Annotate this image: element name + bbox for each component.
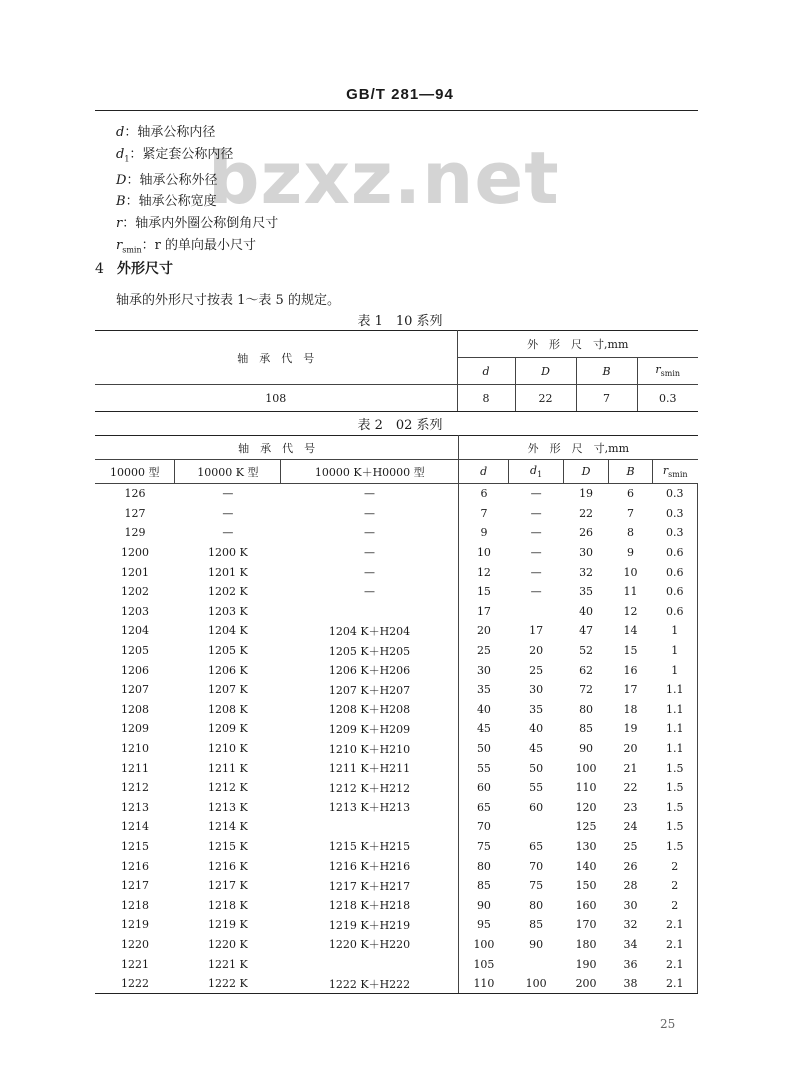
table-cell: 1210 K [208, 742, 248, 756]
table-cell: 1210 [120, 742, 149, 756]
table-cell: 190 [575, 957, 597, 971]
table-cell: 1211 [120, 761, 149, 775]
table-cell: 1205 [120, 644, 149, 658]
table-cell: — [530, 526, 542, 540]
table-cell: 70 [529, 859, 544, 873]
table-row [95, 562, 698, 582]
table-cell: 1207 [120, 683, 149, 697]
table-cell: 126 [124, 487, 146, 501]
table-cell: 80 [579, 702, 594, 716]
table-cell: 1200 K [208, 546, 248, 560]
table-cell: 10 [476, 546, 491, 560]
table-cell: 105 [473, 957, 495, 971]
table-cell: 1218 [120, 898, 149, 912]
table-cell: 90 [476, 898, 491, 912]
table-row [95, 915, 698, 935]
table-cell: 0.6 [652, 543, 697, 563]
table-cell: 52 [579, 644, 594, 658]
table-cell: 1205 K＋H205 [281, 641, 459, 661]
table-cell: 1210 K＋H210 [281, 739, 459, 759]
table-row [95, 935, 698, 955]
table1 [95, 330, 698, 412]
table-cell: 35 [579, 585, 594, 599]
table-cell: 150 [575, 879, 597, 893]
table-cell: 1213 [120, 800, 149, 814]
table-cell: 80 [476, 859, 491, 873]
table-cell: 170 [575, 918, 597, 932]
table-cell [509, 954, 564, 974]
table-cell: 60 [529, 800, 544, 814]
table-row [95, 758, 698, 778]
table-cell: — [281, 523, 459, 543]
table-cell: 1203 K [208, 604, 248, 618]
header-rule [95, 110, 698, 111]
table-cell: 1219 K [208, 918, 248, 932]
table2-header-dims: 外 形 尺 寸,mm [459, 436, 698, 460]
definition-d: d：轴承公称内径 [116, 125, 216, 140]
table-cell: 125 [575, 820, 597, 834]
table-cell: 1207 K＋H207 [281, 680, 459, 700]
table-cell: 1218 K＋H218 [281, 895, 459, 915]
table-cell: 24 [623, 820, 638, 834]
table-cell: 1.1 [652, 739, 697, 759]
table1-cell-d: 8 [457, 385, 515, 412]
definition-rsmin: $r_{smin}$：r 的单向最小尺寸 [116, 237, 256, 255]
table-cell: 25 [476, 644, 491, 658]
table-cell: 180 [575, 937, 597, 951]
table-cell: 1216 K＋H216 [281, 856, 459, 876]
table-row [95, 876, 698, 896]
table-cell: 1222 K [175, 974, 281, 994]
table-cell: 1206 [120, 663, 149, 677]
table-cell: 62 [579, 663, 594, 677]
table-cell: 1200 [120, 546, 149, 560]
table-cell: 28 [623, 879, 638, 893]
definition-B: B：轴承公称宽度 [116, 194, 217, 210]
table-cell [281, 817, 459, 837]
table-cell: 90 [529, 937, 544, 951]
table2-caption: 表 2 02 系列 [357, 418, 443, 433]
table-cell: 140 [575, 859, 597, 873]
table-cell: 40 [476, 702, 491, 716]
table-cell: 20 [476, 624, 491, 638]
table-cell: — [222, 526, 234, 540]
table-cell: 85 [529, 918, 544, 932]
table-cell: 30 [476, 663, 491, 677]
table-cell: 1208 K [208, 702, 248, 716]
table-row [95, 974, 698, 994]
table-cell: 7 [480, 506, 488, 520]
table2-col-type1: 10000 型 [95, 460, 175, 484]
table1-col-D: D [515, 358, 576, 385]
table2-col-B: B [609, 460, 653, 484]
table-cell: 1.1 [652, 719, 697, 739]
table-cell: 45 [476, 722, 491, 736]
table2-col-type3: 10000 K＋H0000 型 [281, 460, 459, 484]
table-cell: 0.6 [652, 582, 697, 602]
table-cell: 1208 K＋H208 [281, 700, 459, 720]
table-cell: 1.5 [652, 778, 697, 798]
table-cell: 65 [529, 839, 544, 853]
table-cell: 2.1 [652, 974, 697, 994]
table2-col-D: D [564, 460, 609, 484]
table-cell: 127 [124, 506, 146, 520]
table-cell: 1204 K＋H204 [281, 621, 459, 641]
table-cell: 72 [579, 683, 594, 697]
symbol-definitions [116, 122, 278, 261]
table2-header-code: 轴 承 代 号 [95, 436, 459, 460]
table-row [95, 700, 698, 720]
table-row [95, 817, 698, 837]
table-cell: 100 [575, 761, 597, 775]
table-cell: 0.6 [652, 562, 697, 582]
table-cell: 30 [579, 546, 594, 560]
table-cell: 1221 [120, 957, 149, 971]
table-cell: 32 [579, 565, 594, 579]
table-cell: 1220 K＋H220 [281, 935, 459, 955]
table-cell: 130 [575, 839, 597, 853]
table-cell: 1218 K [208, 898, 248, 912]
table-cell: 1211 K [208, 761, 248, 775]
table-row [95, 582, 698, 602]
definition-d1: $d_1$：紧定套公称内径 [116, 146, 234, 164]
table-cell: 20 [623, 742, 638, 756]
table-cell: 1214 [120, 820, 149, 834]
table-cell: 95 [476, 918, 491, 932]
table-cell: 25 [529, 663, 544, 677]
table-cell: 7 [627, 506, 635, 520]
table1-col-r: $r_{smin}$ [637, 358, 698, 385]
table-cell: 1206 K＋H206 [281, 660, 459, 680]
table-cell: 1215 [120, 839, 149, 853]
table-cell: 1222 [95, 974, 175, 994]
table1-col-d: d [457, 358, 515, 385]
definition-D: D：轴承公称外径 [116, 172, 218, 188]
table-row [95, 895, 698, 915]
table-cell: 1219 [120, 918, 149, 932]
table-cell: 23 [623, 800, 638, 814]
table-cell: 0.3 [652, 504, 697, 524]
table-cell: 1201 [120, 565, 149, 579]
table1-cell-code: 108 [95, 385, 457, 412]
table-cell: 1207 K [208, 683, 248, 697]
table-cell: 0.3 [652, 484, 697, 504]
table-cell: 1202 K [208, 585, 248, 599]
table-cell: 36 [623, 957, 638, 971]
table-cell: 90 [579, 742, 594, 756]
table-cell: — [530, 506, 542, 520]
section-title-text: 外形尺寸 [117, 261, 173, 277]
table2-col-type2: 10000 K 型 [175, 460, 281, 484]
table-cell: 110 [459, 974, 509, 994]
table-cell: 17 [529, 624, 544, 638]
table-cell: 1 [652, 621, 697, 641]
table-cell: 30 [529, 683, 544, 697]
table-cell: 12 [623, 604, 638, 618]
table-cell: — [281, 484, 459, 504]
table-cell: 26 [623, 859, 638, 873]
table-row [95, 543, 698, 563]
table-cell: 25 [623, 839, 638, 853]
table-cell: 2.1 [652, 954, 697, 974]
watermark: bzxz.net [208, 136, 560, 220]
table-row [95, 778, 698, 798]
table-cell: 1202 [120, 585, 149, 599]
table-cell: 1208 [120, 702, 149, 716]
intro-paragraph: 轴承的外形尺寸按表 1～表 5 的规定。 [116, 293, 340, 308]
table-cell: 16 [623, 663, 638, 677]
table-row [95, 523, 698, 543]
table-cell: 75 [476, 839, 491, 853]
table-cell: 65 [476, 800, 491, 814]
table-cell: 1201 K [208, 565, 248, 579]
table1-cell-r: 0.3 [637, 385, 698, 412]
table-cell: 1222 K＋H222 [281, 974, 459, 994]
table-cell: 19 [623, 722, 638, 736]
table-cell [509, 817, 564, 837]
table-cell: 1219 K＋H219 [281, 915, 459, 935]
table-cell: 1.1 [652, 700, 697, 720]
table-cell: 100 [473, 937, 495, 951]
table-cell: 6 [627, 487, 635, 501]
table-cell: 2.1 [652, 935, 697, 955]
table-cell: 80 [529, 898, 544, 912]
table-row [95, 680, 698, 700]
table-cell: 160 [575, 898, 597, 912]
table-cell: 1220 [120, 937, 149, 951]
table-cell: 1217 K [208, 879, 248, 893]
table-cell: 15 [476, 585, 491, 599]
table1-row [95, 385, 698, 412]
table-cell: 1.5 [652, 817, 697, 837]
section-title [95, 258, 173, 278]
table-cell: 55 [476, 761, 491, 775]
table2-body [95, 484, 698, 994]
table-cell: 1212 K [208, 781, 248, 795]
table1-cell-D: 22 [515, 385, 576, 412]
table-cell: 22 [579, 506, 594, 520]
table-cell: 30 [623, 898, 638, 912]
table-cell: 1209 K [208, 722, 248, 736]
section-number: 4 [95, 261, 104, 277]
table-cell: 1 [652, 660, 697, 680]
table-cell: — [530, 565, 542, 579]
table-cell: 1215 K＋H215 [281, 837, 459, 857]
table-cell: — [281, 582, 459, 602]
table-cell: 85 [476, 879, 491, 893]
table-cell: 1216 K [208, 859, 248, 873]
table-cell: — [530, 546, 542, 560]
table-row [95, 660, 698, 680]
table-cell: 12 [476, 565, 491, 579]
table-cell: 40 [529, 722, 544, 736]
table-cell: 1209 [120, 722, 149, 736]
table-cell: 14 [623, 624, 638, 638]
table-cell: — [530, 487, 542, 501]
table1-caption: 表 1 10 系列 [357, 314, 443, 329]
table-cell: 1206 K [208, 663, 248, 677]
table-cell: 10 [623, 565, 638, 579]
table-cell: 15 [623, 644, 638, 658]
definition-r: r：轴承内外圈公称倒角尺寸 [116, 215, 279, 231]
table-cell: 1.5 [652, 798, 697, 818]
table-cell: — [281, 543, 459, 563]
table-cell: 1 [652, 641, 697, 661]
table-row [95, 621, 698, 641]
table-row [95, 798, 698, 818]
table-cell: 18 [623, 702, 638, 716]
table-cell: 1215 K [208, 839, 248, 853]
table-cell: 2 [652, 895, 697, 915]
table-cell: 1209 K＋H209 [281, 719, 459, 739]
table-cell: 34 [623, 937, 638, 951]
page-number: 25 [660, 1017, 676, 1031]
table-cell: 100 [509, 974, 564, 994]
table-cell: 50 [529, 761, 544, 775]
table-cell: 1.5 [652, 758, 697, 778]
table-cell: 45 [529, 742, 544, 756]
table-cell: 0.6 [652, 602, 697, 622]
table-row [95, 504, 698, 524]
table-cell: 200 [564, 974, 609, 994]
table-cell: 22 [623, 781, 638, 795]
table1-header-dims: 外 形 尺 寸,mm [457, 331, 698, 358]
table-row [95, 641, 698, 661]
table-cell: 40 [579, 604, 594, 618]
table-row [95, 602, 698, 622]
table-cell: 1213 K [208, 800, 248, 814]
table-cell: 129 [124, 526, 146, 540]
table-cell: — [222, 506, 234, 520]
table-cell: 8 [627, 526, 635, 540]
table-cell: 35 [476, 683, 491, 697]
table-cell: 9 [627, 546, 635, 560]
table-cell [281, 602, 459, 622]
table-cell: 17 [476, 604, 491, 618]
table2-col-d: d [459, 460, 509, 484]
table-cell: 1217 [120, 879, 149, 893]
table-cell: 75 [529, 879, 544, 893]
table2-col-r: $r_{smin}$ [652, 460, 697, 484]
table1-header-code: 轴 承 代 号 [95, 331, 457, 385]
table-cell: 19 [579, 487, 594, 501]
table-cell: 1212 K＋H212 [281, 778, 459, 798]
table1-cell-B: 7 [576, 385, 637, 412]
table1-col-B: B [576, 358, 637, 385]
table-cell: 2.1 [652, 915, 697, 935]
table-cell: 21 [623, 761, 638, 775]
table-cell: 1204 [120, 624, 149, 638]
table-cell: — [530, 585, 542, 599]
table-cell: 60 [476, 781, 491, 795]
table-cell: 2 [652, 856, 697, 876]
table-row [95, 954, 698, 974]
table-cell: 1205 K [208, 644, 248, 658]
table-cell: 1213 K＋H213 [281, 798, 459, 818]
table-row [95, 719, 698, 739]
table-row [95, 837, 698, 857]
table-cell: 1204 K [208, 624, 248, 638]
table-cell: 17 [623, 683, 638, 697]
table2-col-d1: $d_1$ [509, 460, 564, 484]
table-cell: 26 [579, 526, 594, 540]
table-cell: — [281, 562, 459, 582]
table2 [95, 435, 698, 994]
table-cell: 1221 K [208, 957, 248, 971]
table-cell: 6 [480, 487, 488, 501]
table-cell: 9 [480, 526, 488, 540]
table-cell: 55 [529, 781, 544, 795]
table-cell: 50 [476, 742, 491, 756]
table-cell: 0.3 [652, 523, 697, 543]
table-cell: 1217 K＋H217 [281, 876, 459, 896]
table-cell: 1211 K＋H211 [281, 758, 459, 778]
table-cell [509, 602, 564, 622]
table-cell: 11 [623, 585, 638, 599]
table-row [95, 856, 698, 876]
table-cell: 2 [652, 876, 697, 896]
table-cell: — [281, 504, 459, 524]
table-cell: 1203 [120, 604, 149, 618]
table-cell: 1216 [120, 859, 149, 873]
table-cell: 85 [579, 722, 594, 736]
table-cell: 32 [623, 918, 638, 932]
table-cell: 1220 K [208, 937, 248, 951]
table-row [95, 484, 698, 504]
table-cell: — [222, 487, 234, 501]
table-cell: 20 [529, 644, 544, 658]
table-cell: 1214 K [208, 820, 248, 834]
table-cell: 35 [529, 702, 544, 716]
table-row [95, 739, 698, 759]
table-cell [281, 954, 459, 974]
table-cell: 1.5 [652, 837, 697, 857]
table-cell: 1212 [120, 781, 149, 795]
page-header: GB/T 281—94 [346, 86, 454, 103]
table-cell: 120 [575, 800, 597, 814]
table-cell: 47 [579, 624, 594, 638]
table-cell: 70 [476, 820, 491, 834]
table-cell: 110 [575, 781, 597, 795]
table-cell: 1.1 [652, 680, 697, 700]
table-cell: 38 [609, 974, 653, 994]
